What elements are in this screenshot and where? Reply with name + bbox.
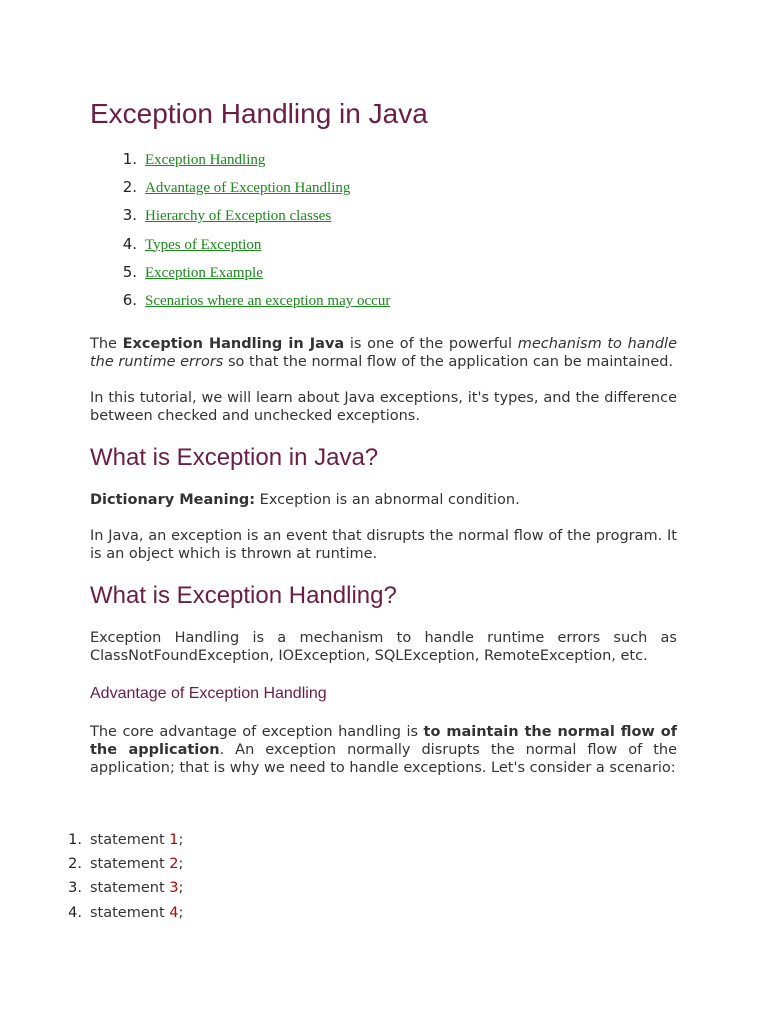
intro-bold: Exception Handling in Java — [122, 336, 345, 353]
statement-keyword: statement — [90, 832, 170, 848]
statement-terminator: ; — [178, 832, 184, 848]
toc-link-scenarios[interactable]: Scenarios where an exception may occur — [145, 292, 391, 309]
page-title: Exception Handling in Java — [90, 98, 428, 129]
intro-italic: mechanism to handle the runtime errors — [90, 336, 678, 371]
toc-number: 1. — [122, 150, 137, 168]
statement-literal: 3 — [169, 880, 179, 897]
table-of-contents — [90, 150, 677, 319]
toc-number: 4. — [122, 234, 137, 253]
statement-item — [68, 852, 184, 876]
heading-what-is-handling: What is Exception Handling? — [90, 582, 397, 610]
heading-advantage: Advantage of Exception Handling — [90, 685, 327, 703]
toc-number: 6. — [122, 290, 137, 309]
toc-number: 2. — [122, 178, 137, 197]
statement-item — [68, 876, 184, 900]
toc-link-advantage[interactable]: Advantage of Exception Handling — [145, 180, 351, 197]
toc-number: 5. — [122, 262, 137, 281]
intro-paragraph — [90, 335, 677, 371]
article — [90, 96, 677, 795]
intro-text: The — [90, 336, 123, 353]
statement-literal: 1 — [169, 832, 179, 848]
dictionary-paragraph — [90, 491, 677, 509]
statement-keyword: statement — [90, 856, 170, 873]
statement-item — [68, 828, 184, 852]
handling-paragraph: Exception Handling is a mechanism to handle runtime errors such as ClassNotFoundException, IOException, SQLException, RemoteException, etc. — [90, 630, 677, 665]
statement-literal: 4 — [169, 904, 179, 921]
statement-number: 4. — [68, 904, 82, 921]
statement-literal: 2 — [169, 856, 179, 873]
statement-terminator: ; — [178, 904, 184, 921]
tutorial-paragraph: In this tutorial, we will learn about Java exceptions, it's types, and the difference between checked and unchecked exceptions. — [90, 390, 677, 425]
statement-terminator: ; — [178, 880, 184, 897]
advantage-text: The core advantage of exception handling is — [90, 724, 424, 741]
statement-keyword: statement — [90, 904, 170, 921]
exception-definition-paragraph: In Java, an exception is an event that disrupts the normal flow of the program. It is an object which is thrown at runtime. — [90, 528, 677, 563]
toc-link-exception-handling[interactable]: Exception Handling — [145, 152, 266, 168]
toc-item — [90, 150, 677, 178]
toc-number: 3. — [122, 206, 137, 225]
toc-item — [90, 178, 677, 206]
statement-keyword: statement — [90, 880, 170, 897]
toc-link-example[interactable]: Exception Example — [145, 264, 263, 281]
toc-item — [90, 291, 677, 319]
intro-text: is one of the powerful — [344, 336, 518, 353]
statement-number: 1. — [68, 832, 82, 848]
statement-item — [68, 901, 184, 925]
advantage-paragraph — [90, 723, 677, 777]
toc-item — [90, 235, 677, 263]
statement-list — [68, 828, 184, 925]
advantage-bold: to maintain the normal flow of the application — [90, 724, 678, 759]
heading-what-is-exception: What is Exception in Java? — [90, 444, 379, 472]
statement-number: 3. — [68, 880, 82, 897]
toc-item — [90, 263, 677, 291]
statement-terminator: ; — [178, 856, 184, 873]
dictionary-label: Dictionary Meaning: — [90, 492, 256, 509]
toc-link-types[interactable]: Types of Exception — [145, 236, 262, 253]
advantage-text: . An exception normally disrupts the normal flow of the application; that is why we need to handle exceptions. Let's consider a scenario: — [90, 742, 677, 777]
intro-text: so that the normal flow of the application can be maintained. — [223, 354, 674, 371]
toc-link-hierarchy[interactable]: Hierarchy of Exception classes — [145, 208, 332, 225]
toc-item — [90, 206, 677, 234]
dictionary-text: Exception is an abnormal condition. — [255, 492, 520, 509]
statement-number: 2. — [68, 856, 82, 873]
